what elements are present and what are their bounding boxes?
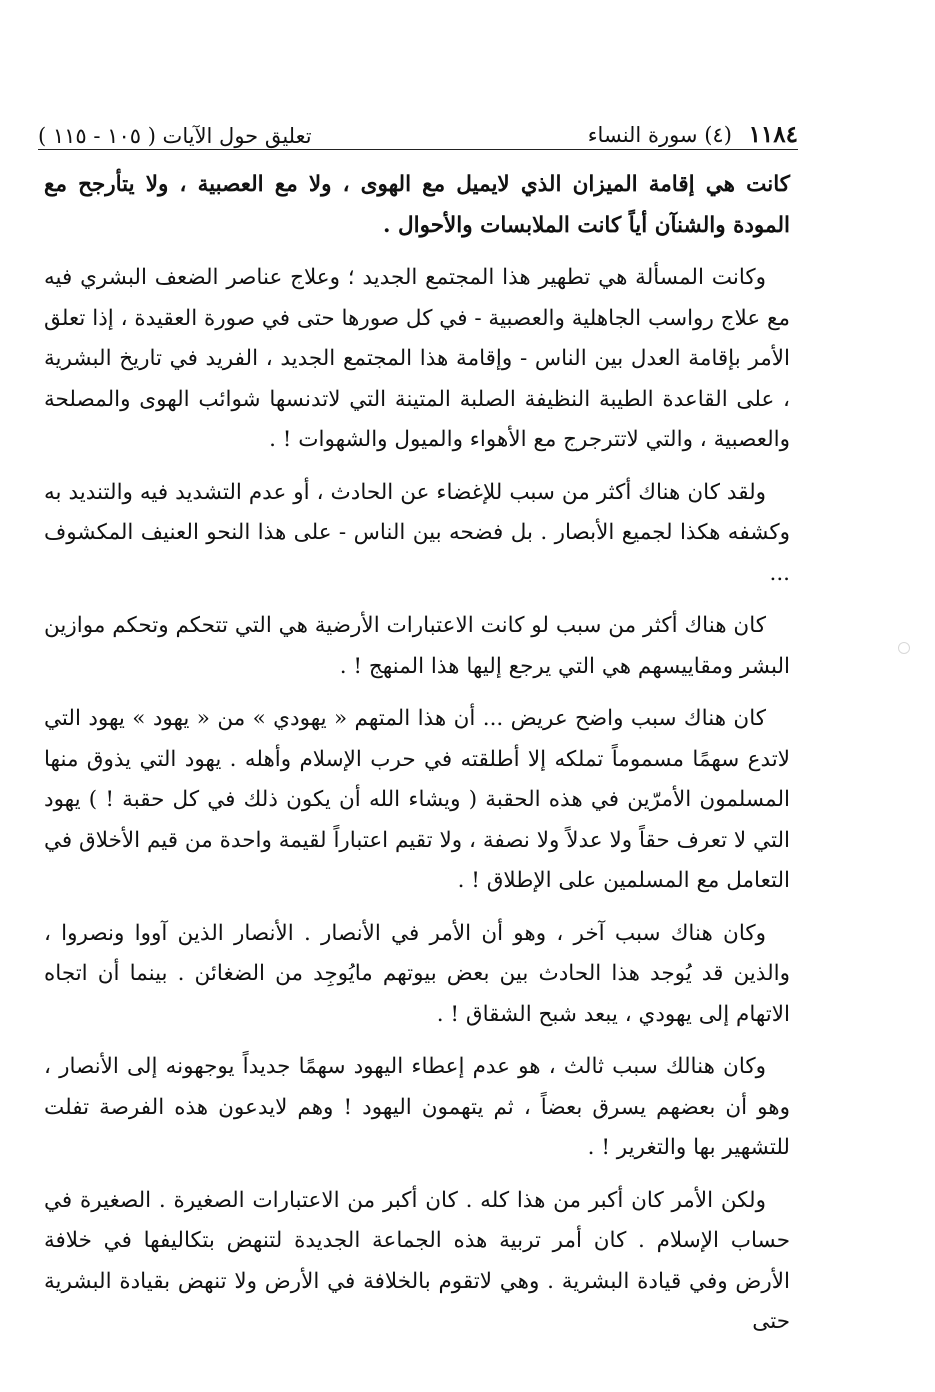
header-divider	[38, 149, 798, 150]
margin-scan-mark	[898, 642, 910, 654]
page-body	[44, 165, 790, 1355]
section-title: تعليق حول الآيات ( ١٠٥ - ١١٥ )	[38, 124, 312, 148]
running-header	[38, 108, 798, 148]
header-right	[588, 121, 798, 148]
surah-title: (٤) سورة النساء	[587, 123, 732, 147]
page-number: ١١٨٤	[748, 121, 798, 148]
paragraph: وكان هنالك سبب ثالث ، هو عدم إعطاء اليهود سهمًا جديداً يوجهونه إلى الأنصار ، وهو أن بعضهم يسرق بعضاً ، ثم يتهمون اليهود ! وهم لايدعون هذه الفرصة تفلت للتشهير بها والتغرير ! .	[44, 1054, 790, 1160]
paragraph: وكانت المسألة هي تطهير هذا المجتمع الجديد ؛ وعلاج عناصر الضعف البشري فيه مع علاج رواسب الجاهلية والعصبية - في كل صورها حتى في صورة العقيدة ، إذا تعلق الأمر بإقامة العدل بين الناس - وإقامة هذا المجتمع الجديد ، الفريد في تاريخ البشرية ، على القاعدة الطيبة النظيفة الصلبة المتينة التي لاتدنسها شوائب الهوى والمصلحة والعصبية ، والتي لاتترجرج مع الأهواء والميول والشهوات ! .	[44, 265, 790, 452]
paragraph: ولقد كان هناك أكثر من سبب للإغضاء عن الحادث ، أو عدم التشديد فيه والتنديد به وكشفه هكذا لجميع الأبصار . بل فضحه بين الناس - على هذا النحو العنيف المكشوف ...	[44, 479, 790, 586]
paragraph: كان هناك سبب واضح عريض ... أن هذا المتهم « يهودي » من « يهود » يهود التي لاتدع سهمًا مسموماً تملكه إلا أطلقته في حرب الإسلام وأهله . يهود التي يذوق منها المسلمون الأمرّين في هذه الحقبة ( ويشاء الله أن يكون ذلك في كل حقبة ! ) يهود التي لا تعرف حقاً ولا عدلاً ولا نصفة ، ولا تقيم اعتباراً لقيمة واحدة من قيم الأخلاق في التعامل مع المسلمين على الإطلاق ! .	[44, 706, 790, 893]
paragraph: كان هناك أكثر من سبب لو كانت الاعتبارات الأرضية هي التي تتحكم وتحكم موازين البشر ومقاييسهم هي التي يرجع إليها هذا المنهج ! .	[44, 613, 790, 679]
paragraph: كانت هي إقامة الميزان الذي لايميل مع الهوى ، ولا مع العصبية ، ولا يتأرجح مع المودة والشنآن أياً كانت الملابسات والأحوال .	[44, 172, 790, 238]
paragraph: وكان هناك سبب آخر ، وهو أن الأمر في الأنصار . الأنصار الذين آووا ونصروا ، والذين قد يُوجد هذا الحادث بين بعض بيوتهم مايُوجِد من الضغائن . بينما أن اتجاه الاتهام إلى يهودي ، يبعد شبح الشقاق ! .	[44, 920, 790, 1027]
paragraph: ولكن الأمر كان أكبر من هذا كله . كان أكبر من الاعتبارات الصغيرة . الصغيرة في حساب الإسلام . كان أمر تربية هذه الجماعة الجديدة لتنهض بتكاليفها في خلافة الأرض وفي قيادة البشرية . وهي لاتقوم بالخلافة في الأرض ولا تنهض بقيادة البشرية حتى	[44, 1187, 790, 1334]
